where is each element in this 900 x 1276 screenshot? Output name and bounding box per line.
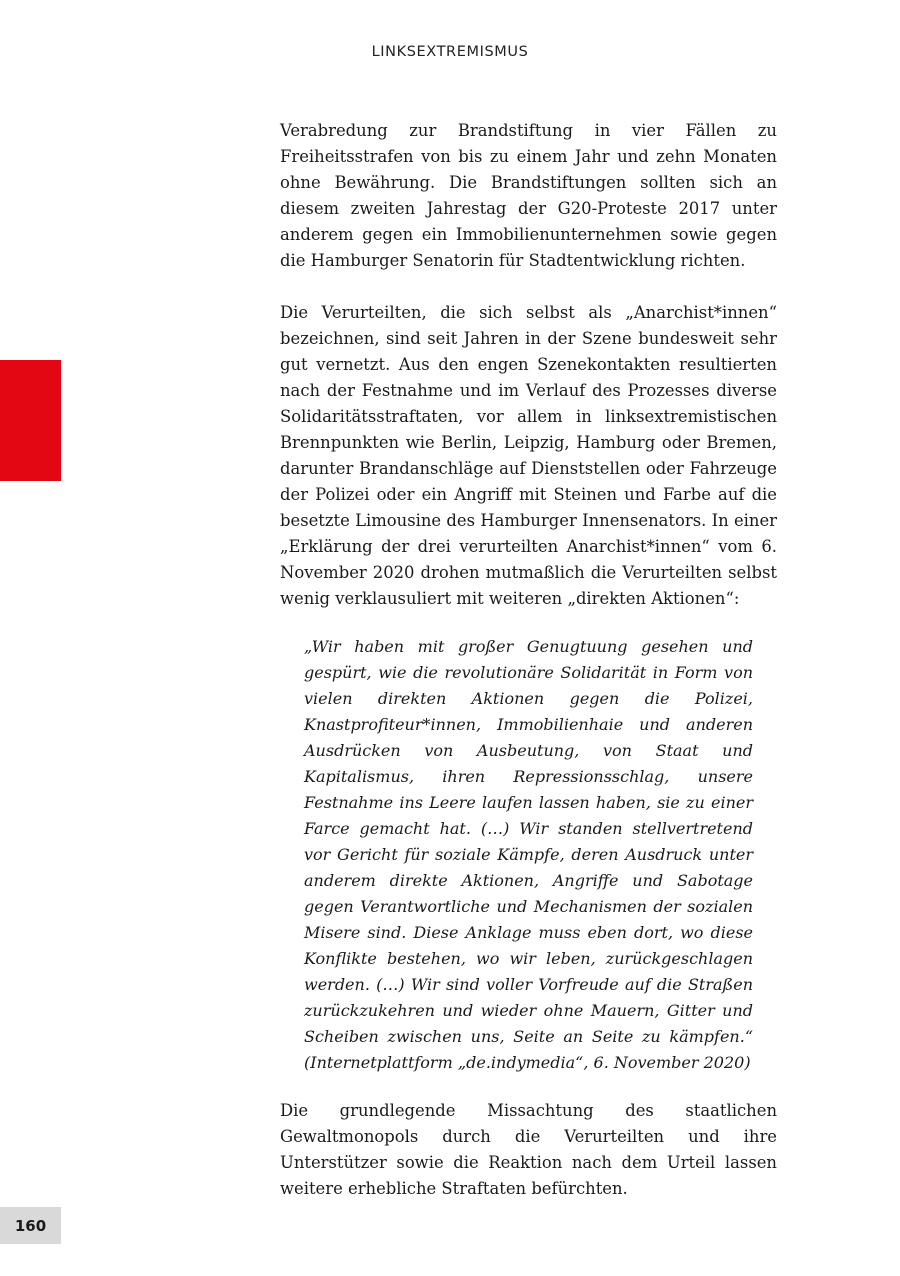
paragraph-3: Die grundlegende Missachtung des staatlichen Gewaltmonopols durch die Verurteilten und ihre Unterstützer sowie die Reaktion nach dem Urteil lassen weitere erhebliche Straftaten befürchten. xyxy=(280,1101,777,1198)
quote-source: (Internetplattform „de.indymedia“, 6. November 2020) xyxy=(304,1053,751,1072)
block-quote xyxy=(304,634,753,1076)
main-text xyxy=(280,118,777,1202)
running-header: LINKSEXTREMISMUS xyxy=(371,44,529,60)
paragraph-2: Die Verurteilten, die sich selbst als „Anarchist*innen“ bezeichnen, sind seit Jahren in der Szene bundesweit sehr gut vernetzt. Aus den engen Szenekontakten resultierten nach der Festnahme und im Verlauf des Prozesses diverse Solidaritätsstraftaten, vor allem in linksextremistischen Brennpunkten wie Berlin, Leipzig, Hamburg oder Bremen, darunter Brandanschläge auf Dienststellen oder Fahrzeuge der Polizei oder ein Angriff mit Steinen und Farbe auf die besetzte Limousine des Hamburger Innensenators. In einer „Erklärung der drei verurteilten Anarchist*innen“ vom 6. November 2020 drohen mutmaßlich die Verurteilten selbst wenig verklausuliert mit weiteren „direkten Aktionen“: xyxy=(280,303,777,608)
page-number: 160 xyxy=(0,1207,61,1244)
paragraph-1: Verabredung zur Brandstiftung in vier Fällen zu Freiheitsstrafen von bis zu einem Jahr und zehn Monaten ohne Bewährung. Die Brandstiftungen sollten sich an diesem zweiten Jahrestag der G20-Proteste 2017 unter anderem gegen ein Immobilienunternehmen sowie gegen die Hamburger Senatorin für Stadtentwicklung richten. xyxy=(280,121,777,270)
quote-text: „Wir haben mit großer Genugtuung gesehen und gespürt, wie die revolutionäre Solidarität in Form von vielen direkten Aktionen gegen die Polizei, Knastprofiteur*innen, Immobilienhaie und anderen Ausdrücken von Ausbeutung, von Staat und Kapitalismus, ihren Repressionsschlag, unsere Festnahme ins Leere laufen lassen haben, sie zu einer Farce gemacht hat. (…) Wir standen stellvertretend vor Gericht für soziale Kämpfe, deren Ausdruck unter anderem direkte Aktionen, Angriffe und Sabotage gegen Verantwortliche und Mechanismen der sozialen Misere sind. Diese Anklage muss eben dort, wo diese Konflikte bestehen, wo wir leben, zurückgeschlagen werden. (…) Wir sind voller Vorfreude auf die Straßen zurückzukehren und wieder ohne Mauern, Gitter und Scheiben zwischen uns, Seite an Seite zu kämpfen.“ xyxy=(304,637,753,1046)
chapter-marker xyxy=(0,360,61,481)
